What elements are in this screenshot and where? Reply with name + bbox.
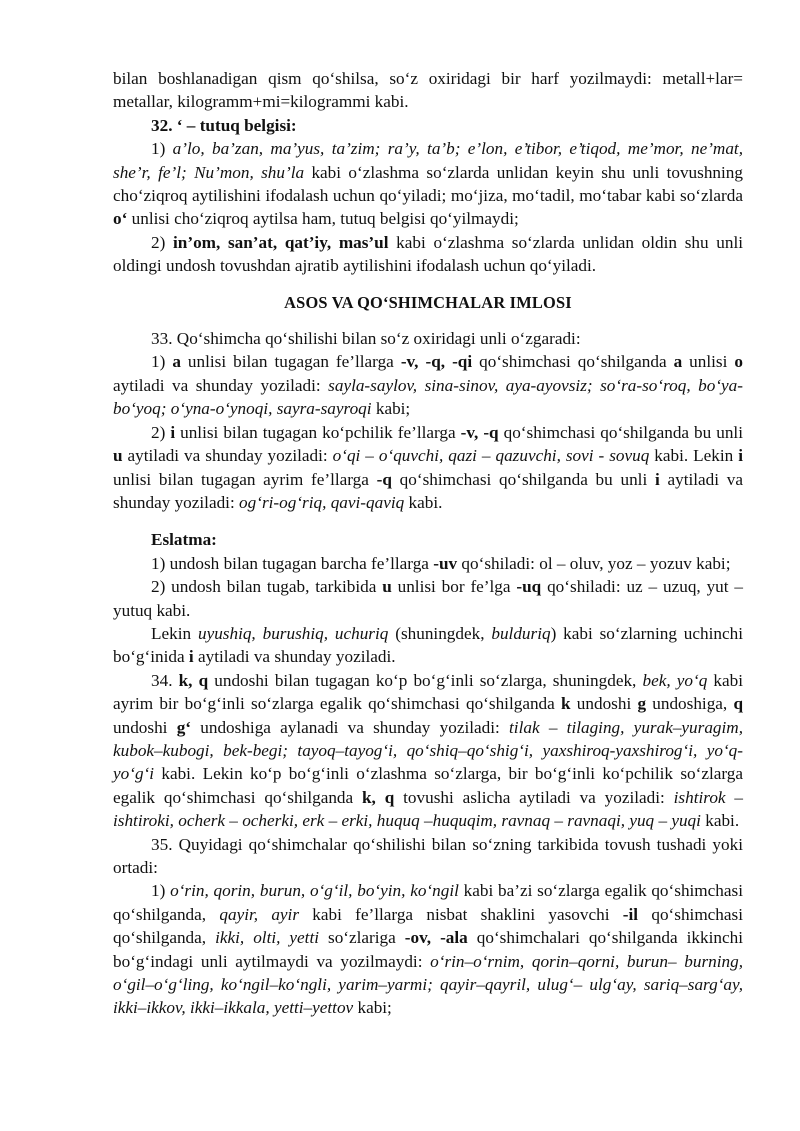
rule-text: qo‘shiladi: uz – uzuq, yut – yutuq kabi.: [113, 577, 743, 620]
note-title: [113, 528, 743, 551]
rule-text: aytiladi va shunday yoziladi:: [113, 469, 743, 512]
item-number: 1): [151, 352, 173, 372]
rule-text: undoshi: [113, 717, 177, 737]
rule-text: aytiladi va shunday yoziladi.: [193, 647, 396, 667]
spacer: [113, 514, 743, 528]
bold-term: -uq: [516, 577, 542, 597]
rule-text: Lekin: [151, 623, 198, 643]
item-number: 34.: [151, 670, 179, 690]
rule-text: kabi ayrim bir bo‘g‘inli so‘zlarga egalik qo‘shimchasi qo‘shilganda: [113, 670, 744, 714]
rule-text: kabi ba’zi so‘zlarga egalik qo‘shimchasi qo‘shilganda,: [113, 881, 743, 924]
bold-term: -ov, -ala: [404, 928, 468, 948]
rule-text: undoshiga,: [646, 694, 734, 714]
rule-text: kabi.: [700, 811, 740, 831]
example-words: ikki, olti, yetti: [215, 928, 320, 948]
rule-text: qo‘shimchasi qo‘shilganda,: [113, 904, 743, 948]
rule-text: unlisi bilan tugagan ko‘pchilik fe’llarga: [175, 422, 461, 442]
paragraph-text: bilan boshlanadigan qism qo‘shilsa, so‘z oxiridagi bir harf yozilmaydi: metall+lar= metallar, kilogramm+mi=kilogrammi kabi.: [113, 69, 743, 112]
bold-term: k, q: [362, 787, 395, 807]
rule-text: aytiladi va shunday yoziladi:: [113, 375, 329, 395]
bold-term: a: [673, 352, 683, 372]
item-35-heading: 35. Quyidagi qo‘shimchalar qo‘shilishi bilan so‘zning tarkibida tovush tushadi yoki ortadi:: [113, 834, 743, 877]
item-33-heading: 33. Qo‘shimcha qo‘shilishi bilan so‘z oxiridagi unli o‘zgaradi:: [151, 329, 581, 349]
bold-term: -uv: [433, 553, 458, 573]
rule-text: so‘zlariga: [319, 928, 405, 948]
example-words: a’lo, ba’zan, ma’yus, ta’zim; ra’y, ta’b; e’lon, e’tibor, e’tiqod, me’mor, ne’mat, she’r, fe’l; Nu’mon, shu’la: [113, 139, 743, 182]
rule-text: undoshi bilan tugagan ko‘p bo‘g‘inli so‘zlarga, shuningdek,: [208, 670, 643, 690]
rule-text: kabi o‘zlashma so‘zlarda unlidan oldin shu unli oldingi undosh tovushdan ajratib aytilishini ifodalash uchun qo‘yiladi.: [113, 232, 743, 276]
rule-text: qo‘shimchasi qo‘shilganda bu unli: [391, 469, 655, 489]
bold-term: o‘: [113, 209, 128, 229]
bold-term: g‘: [176, 717, 192, 737]
rule-text: qo‘shimchasi qo‘shilganda bu unli: [498, 422, 743, 442]
rule-text: unlisi cho‘ziqroq aytilsa ham, tutuq belgisi qo‘yilmaydi;: [127, 209, 519, 229]
bold-term: g: [637, 694, 647, 714]
rule-text: undoshi: [570, 694, 638, 714]
rule-text: unlisi bor fe’lga: [391, 577, 517, 597]
rule-text: 2) undosh bilan tugab, tarkibida: [151, 577, 383, 597]
bold-term: in’om, san’at, qat’iy, mas’ul: [173, 232, 389, 252]
item-32-heading: 32. ‘ – tutuq belgisi:: [151, 115, 297, 135]
item-32-title: [113, 114, 743, 137]
example-words: bek, yo‘q: [642, 670, 708, 690]
bold-term: -q: [376, 469, 392, 489]
bold-term: q: [733, 694, 744, 714]
item-number: 2): [151, 422, 171, 442]
rule-text: kabi fe’llarga nisbat shaklini yasovchi: [299, 904, 623, 924]
rule-text: kabi. Lekin ko‘p bo‘g‘inli o‘zlashma so‘zlarga, bir bo‘g‘inli ko‘pchilik so‘zlarga egalik qo‘shimchasi qo‘shilganda: [113, 764, 743, 807]
rule-text: qo‘shimchasi qo‘shilganda: [472, 352, 674, 372]
rule-text: unlisi bilan tugagan ayrim fe’llarga: [113, 469, 377, 489]
rule-text: kabi;: [353, 998, 392, 1018]
item-34: [113, 669, 743, 833]
item-number: 1): [151, 881, 171, 901]
item-number: 1): [151, 139, 173, 159]
note-3: [113, 622, 743, 669]
item-number: 2): [151, 232, 174, 252]
note-1: [113, 552, 743, 575]
bold-term: -v, -q, -qi: [400, 352, 473, 372]
example-words: uyushiq, burushiq, uchuriq: [197, 623, 389, 643]
bold-term: -il: [622, 904, 639, 924]
item-35-title: [113, 833, 743, 880]
paragraph-continuation: [113, 67, 743, 114]
bold-term: i: [170, 422, 176, 442]
item-33-1: [113, 350, 743, 420]
rule-text: kabi.: [404, 492, 443, 512]
bold-term: u: [113, 446, 123, 466]
example-words: tilak – tilaging, yurak–yuragim, kubok–kubogi, bek-begi; tayoq–tayog‘i, qo‘shiq–qo‘shig‘i, yaxshiroq-yaxshirog‘i, yo‘q-yo‘g‘i: [113, 717, 743, 784]
item-32-2: [113, 231, 743, 278]
rule-text: kabi;: [371, 399, 411, 419]
item-33-2: [113, 421, 743, 515]
bold-term: o: [734, 352, 743, 372]
item-33-title: [113, 327, 743, 350]
rule-text: (shuningdek,: [388, 623, 492, 643]
bold-term: k: [561, 694, 571, 714]
example-words: og‘ri-og‘riq, qavi-qaviq: [239, 492, 405, 512]
example-words: ishtirok – ishtiroki, ocherk – ocherki, erk – erki, huquq –huquqim, ravnaq – ravnaqi, yuq – yuqi: [113, 787, 743, 831]
example-words: o‘rin–o‘rnim, qorin–qorni, burun– burning, o‘gil–o‘g‘ling, ko‘ngil–ko‘ngli, yarim–yarmi; qayir–qayril, ulug‘– ulg‘ay, sariq–sarg‘ay, ikki–ikkov, ikki–ikkala, yetti–yettov: [113, 951, 743, 1018]
section-heading: ASOS VA QO‘SHIMCHALAR IMLOSI: [284, 292, 572, 312]
example-words: sayla-saylov, sina-sinov, aya-ayovsiz; so‘ra-so‘roq, bo‘ya-bo‘yoq; o‘yna-o‘ynoqi, sayra-sayroqi: [113, 375, 743, 419]
rule-text: 1) undosh bilan tugagan barcha fe’llarga: [151, 553, 434, 573]
item-32-1: [113, 137, 743, 231]
rule-text: unlisi bilan tugagan fe’llarga: [180, 352, 401, 372]
note-2: [113, 575, 743, 622]
bold-term: u: [382, 577, 392, 597]
bold-term: -v, -q: [460, 422, 499, 442]
rule-text: qo‘shiladi: ol – oluv, yoz – yozuv kabi;: [457, 553, 731, 573]
bold-term: i: [654, 469, 660, 489]
rule-text: ) kabi so‘zlarning uchinchi bo‘g‘inida: [113, 623, 743, 667]
rule-text: aytiladi va shunday yoziladi:: [122, 446, 333, 466]
note-heading: Eslatma:: [151, 530, 217, 550]
rule-text: qo‘shimchalari qo‘shilganda ikkinchi bo‘g‘indagi unli aytilmaydi va yozilmaydi:: [113, 928, 743, 971]
rule-text: tovushi aslicha aytiladi va yoziladi:: [394, 787, 674, 807]
rule-text: undoshiga aylanadi va shunday yoziladi:: [191, 717, 510, 737]
rule-text: kabi o‘zlashma so‘zlarda unlidan keyin shu unli tovushning cho‘ziqroq aytilishini ifodalash uchun qo‘yiladi; mo‘jiza, mo‘tadil, mo‘tabar kabi so‘zlarda: [113, 162, 743, 206]
example-words: bulduriq: [491, 623, 551, 643]
example-words: o‘rin, qorin, burun, o‘g‘il, bo‘yin, ko‘ngil: [170, 881, 459, 901]
example-words: qayir, ayir: [219, 904, 300, 924]
item-35-1: [113, 879, 743, 1019]
rule-text: kabi. Lekin: [649, 446, 739, 466]
example-words: o‘qi – o‘quvchi, qazi – qazuvchi, sovi - sovuq: [332, 446, 650, 466]
rule-text: unlisi: [682, 352, 735, 372]
bold-term: a: [172, 352, 181, 372]
bold-term: i: [738, 446, 743, 466]
bold-term: i: [188, 647, 194, 667]
bold-term: k, q: [178, 670, 209, 690]
